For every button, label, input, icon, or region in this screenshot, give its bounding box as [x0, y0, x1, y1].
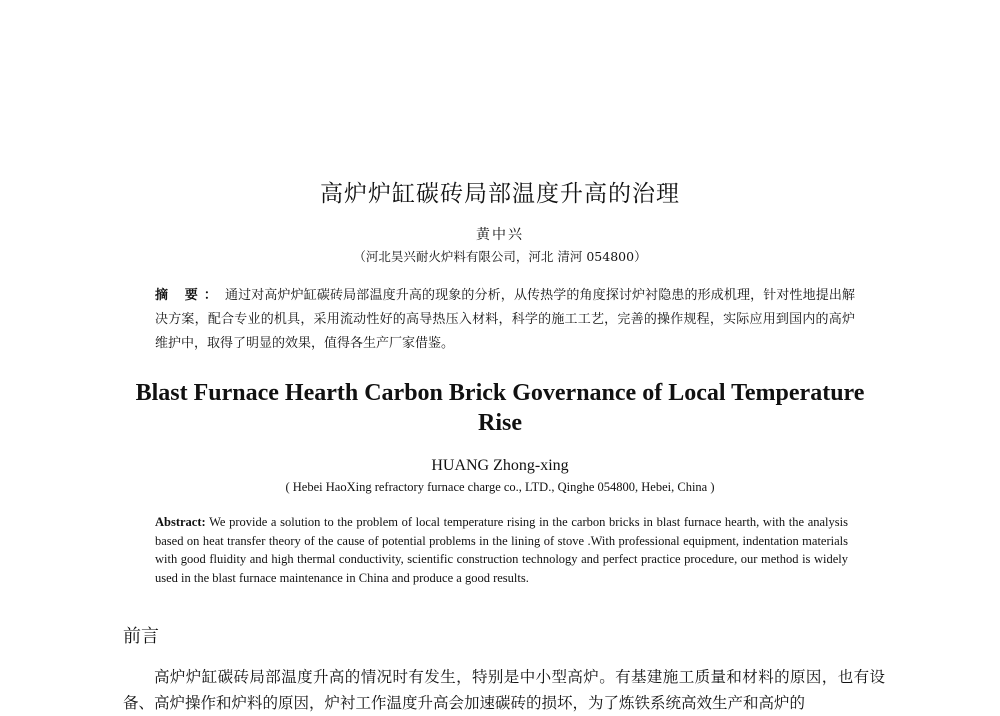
chinese-abstract-text: 通过对高炉炉缸碳砖局部温度升高的现象的分析，从传热学的角度探讨炉衬隐患的形成机理，针对性地提出解决方案，配合专业的机具，采用流动性好的高导热压入材料，科学的施工工艺，完善的操作规程，实际应用到国内的高炉维护中，取得了明显的效果，值得各生产厂家借鉴。 [155, 288, 855, 351]
english-affiliation: ( Hebei HaoXing refractory furnace charge co., LTD., Qinghe 054800, Hebei, China ) [285, 480, 715, 494]
english-title: Blast Furnace Hearth Carbon Brick Governance of Local Temperature Rise [135, 380, 865, 436]
section-heading: 前言 [123, 626, 159, 647]
body-paragraph: 高炉炉缸碳砖局部温度升高的情况时有发生，特别是中小型高炉。有基建施工质量和材料的原因，也有设备、高炉操作和炉料的原因，炉衬工作温度升高会加速碳砖的损坏，为了炼铁系统高效生产和高炉的 [123, 668, 885, 712]
chinese-title: 高炉炉缸碳砖局部温度升高的治理 [320, 181, 680, 207]
chinese-abstract [155, 284, 855, 356]
chinese-abstract-label: 摘 要： [155, 288, 224, 303]
chinese-author: 黄中兴 [476, 227, 524, 243]
chinese-affiliation: （河北昊兴耐火炉料有限公司，河北 清河 054800） [353, 249, 647, 264]
english-abstract [155, 513, 848, 587]
english-abstract-label: Abstract: [155, 515, 206, 529]
english-author: HUANG Zhong-xing [431, 457, 569, 474]
english-abstract-text: We provide a solution to the problem of local temperature rising in the carbon bricks in blast furnace hearth, with the analysis based on heat transfer theory of the cause of potential problems in the lining of stove .With professional equipment, indentation materials with good fluidity and high thermal conductivity, scientific construction technology and perfect practice procedure, our method is widely used in the blast furnace maintenance in China and produce a good results. [155, 515, 848, 585]
